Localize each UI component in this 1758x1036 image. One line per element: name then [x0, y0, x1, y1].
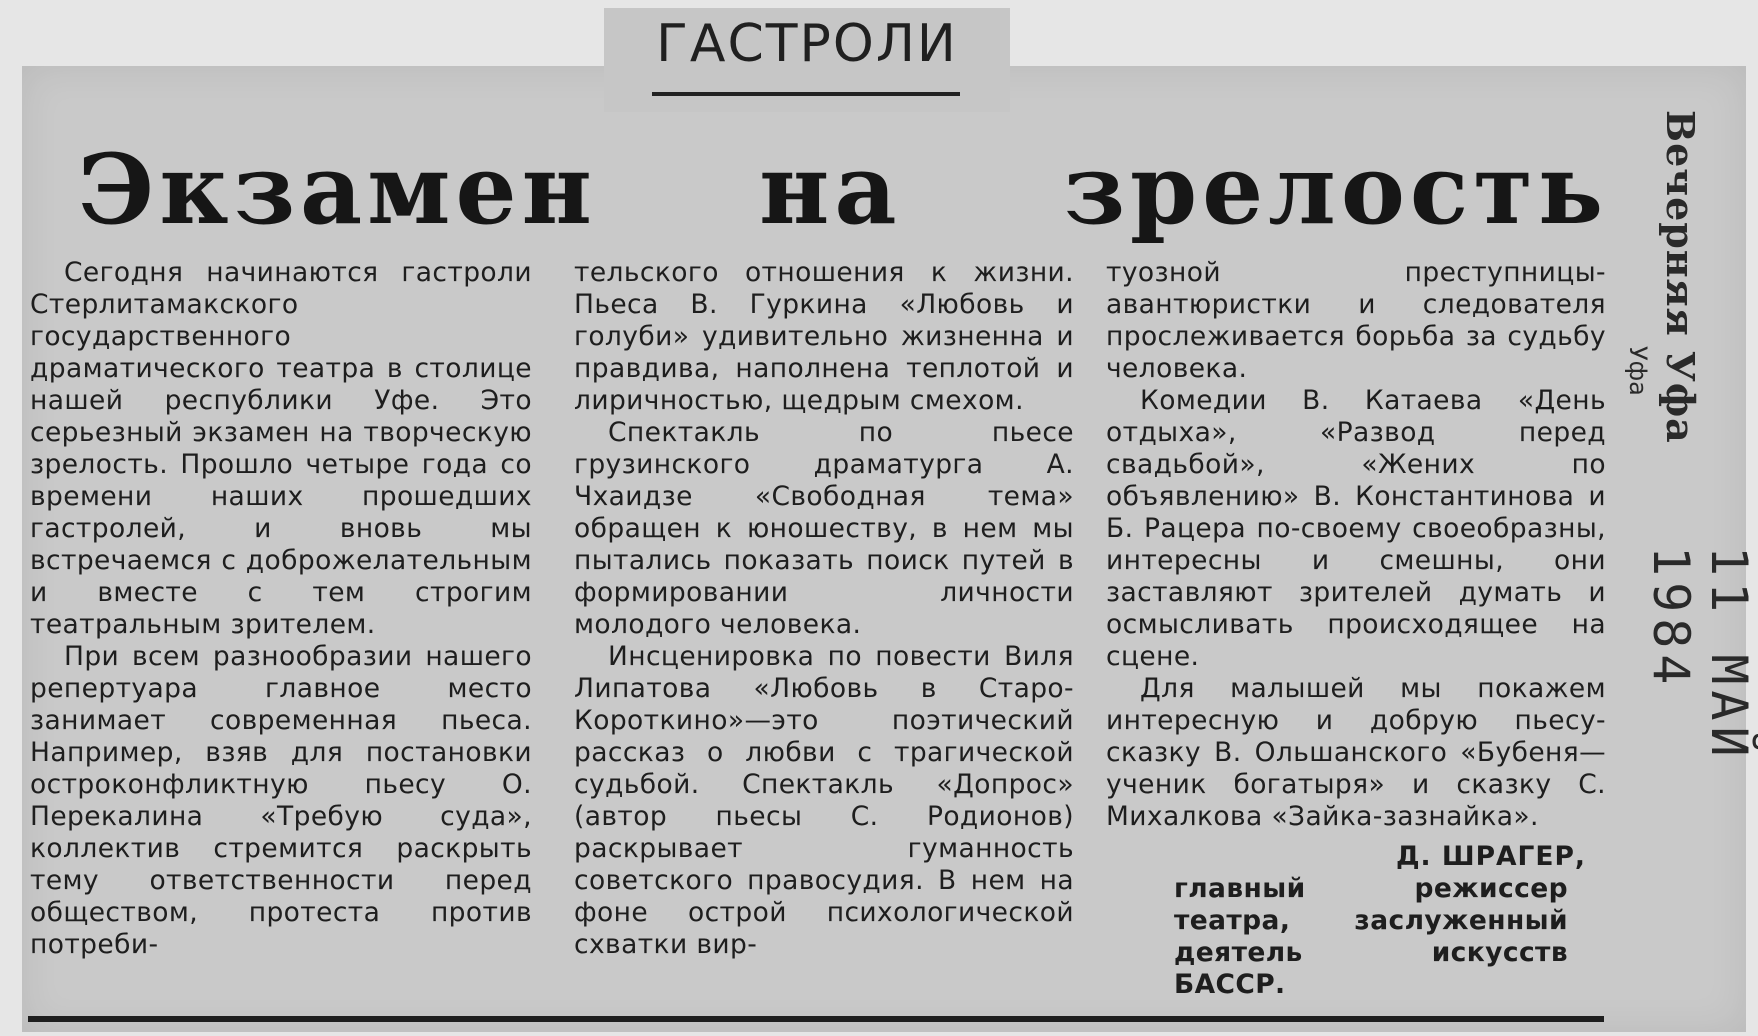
paragraph: тельского отношения к жизни. Пьеса В. Гуркина «Любовь и голуби» удивительно жизненна и правдива, наполнена теплотой и лиричностью, щедрым смехом. — [574, 257, 1074, 416]
headline-word: зрелость — [1063, 133, 1608, 246]
article-column-1 — [30, 257, 532, 997]
paragraph: Спектакль по пьесе грузинского драматурга А. Чхаидзе «Свободная тема» обращен к юношеству, в нем мы пытались показать поиск путей в формировании личности молодого человека. — [574, 417, 1074, 640]
author-role: главный режиссер театра, заслуженный деятель искусств БАССР. — [1174, 873, 1568, 1000]
clipping-stamp — [1624, 110, 1758, 900]
headline-word: на — [759, 133, 902, 246]
paragraph: Комедии В. Катаева «День отдыха», «Развод перед свадьбой», «Жених по объявлению» В. Константинова и Б. Рацера по-своему своеобразны, интересны и смешны, они заставляют зрителей думать и осмысливать происходящее на сцене. — [1106, 385, 1606, 672]
paragraph: Сегодня начинаются гастроли Стерлитамакского государственного драматического театра в столице нашей республики Уфе. Это серьезный экзамен на творческую зрелость. Прошло четыре года со времени наших прошедших гастролей, и вновь мы встречаемся с доброжелательным и вместе с тем строгим театральным зрителем. — [30, 257, 532, 640]
paragraph: При всем разнообразии нашего репертуара главное место занимает современная пьеса. Например, взяв для постановки остроконфликтную пьесу О. Перекалина «Требую суда», коллектив стремится раскрыть тему ответственности перед обществом, протеста против потреби- — [30, 641, 532, 960]
publication-date: 11 МАЙ 1984 — [1642, 546, 1758, 763]
article-column-3 — [1106, 257, 1606, 1000]
headline-word: Экзамен — [78, 133, 597, 246]
author-name: Д. ШРАГЕР, — [1395, 841, 1586, 872]
rubric-title: ГАСТРОЛИ — [656, 14, 958, 74]
article-column-2 — [574, 257, 1074, 997]
bottom-rule — [28, 1016, 1604, 1022]
paragraph: Инсценировка по повести Виля Липатова «Любовь в Старо-Короткино»—это поэтический рассказ о любви с трагической судьбой. Спектакль «Допрос» (автор пьесы С. Родионов) раскрывает гуманность советского правосудия. В нем на фоне острой психологической схватки вир- — [574, 641, 1074, 960]
publication-name: Вечерняя Уфа — [1658, 110, 1703, 444]
rubric-underline — [652, 92, 960, 96]
headline — [78, 133, 1608, 246]
paragraph: туозной преступницы-авантюристки и следователя прослеживается борьба за судьбу человека. — [1106, 257, 1606, 384]
paragraph: Для малышей мы покажем интересную и добрую пьесу-сказку В. Ольшанского «Бубеня—ученик богатыря» и сказку С. Михалкова «Зайка-зазнайка». — [1106, 673, 1606, 832]
publication-city: Уфа — [1624, 346, 1652, 396]
